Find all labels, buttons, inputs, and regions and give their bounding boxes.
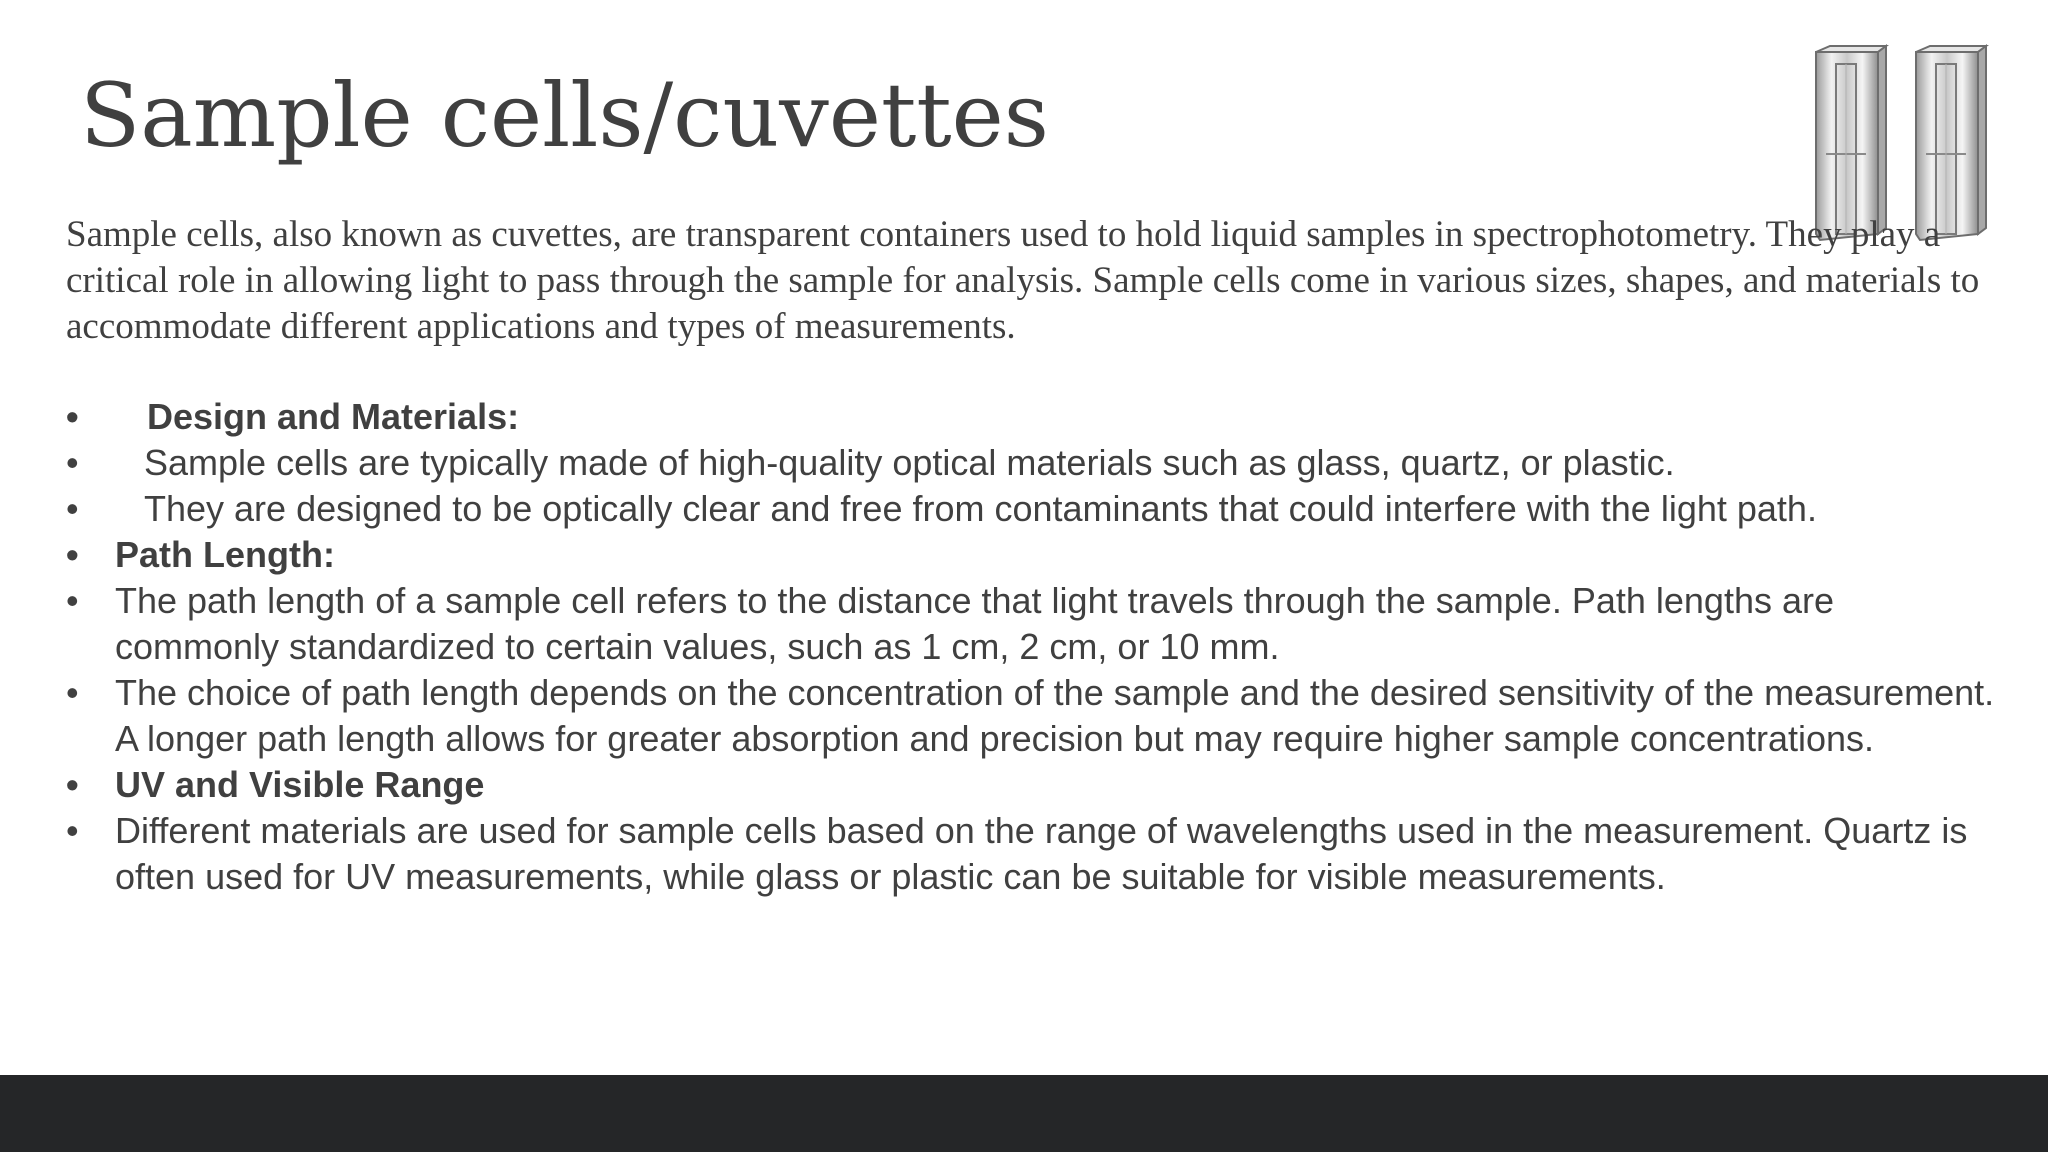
cuvette-left: [1816, 46, 1886, 240]
bullet-text: UV and Visible Range: [115, 764, 485, 805]
bullet-item: [66, 486, 2006, 532]
bullet-heading-design: [66, 394, 2006, 440]
bullet-heading-path-length: [66, 532, 2006, 578]
bullet-dot: •: [66, 396, 79, 437]
bullet-item: [66, 440, 2006, 486]
bullet-dot: •: [66, 488, 79, 529]
bullet-dot: •: [66, 764, 79, 805]
bullet-item: [66, 670, 2006, 762]
bullet-list: [66, 394, 2006, 900]
bullet-text: Design and Materials:: [147, 396, 520, 437]
slide-title: Sample cells/cuvettes: [80, 64, 1049, 167]
bullet-item: [66, 808, 2006, 900]
intro-paragraph: Sample cells, also known as cuvettes, are transparent containers used to hold liquid samples in spectrophotometry. They play a critical role in allowing light to pass through the sample for analysis. Sample cells come in various sizes, shapes, and materials to accommodate different applications and types of measurements.: [66, 214, 1980, 347]
bullet-heading-uv-visible: [66, 762, 2006, 808]
footer-bar: [0, 1075, 2048, 1152]
bullet-text: They are designed to be optically clear and free from contaminants that could interfere with the light path.: [144, 488, 1817, 529]
bullet-text: Sample cells are typically made of high-quality optical materials such as glass, quartz, or plastic.: [144, 442, 1675, 483]
bullet-dot: •: [66, 672, 79, 713]
bullet-text: The choice of path length depends on the concentration of the sample and the desired sensitivity of the measurement. A longer path length allows for greater absorption and precision but may require higher sample concentrations.: [115, 672, 1995, 759]
bullet-dot: •: [66, 580, 79, 621]
cuvette-right: [1916, 46, 1986, 240]
bullet-dot: •: [66, 442, 79, 483]
bullet-text: Path Length:: [115, 534, 335, 575]
bullet-text: The path length of a sample cell refers to the distance that light travels through the sample. Path lengths are commonly standardized to certain values, such as 1 cm, 2 cm, or 10 mm.: [115, 580, 1834, 667]
bullet-text: Different materials are used for sample cells based on the range of wavelengths used in the measurement. Quartz is often used for UV measurements, while glass or plastic can be suitable for visible measurements.: [115, 810, 1968, 897]
bullet-item: [66, 578, 2006, 670]
bullet-dot: •: [66, 534, 79, 575]
bullet-dot: •: [66, 810, 79, 851]
